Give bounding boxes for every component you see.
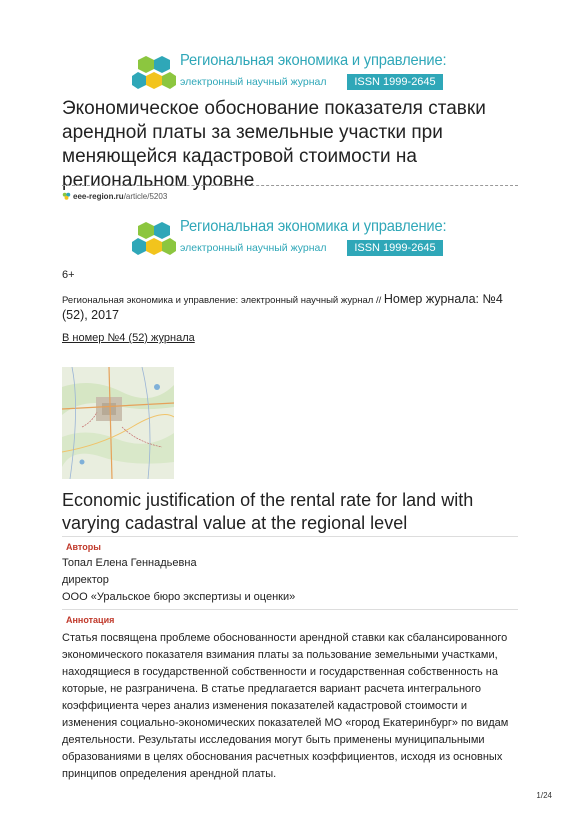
divider bbox=[62, 185, 518, 186]
banner-subtitle: электронный научный журнал bbox=[180, 76, 327, 88]
page-number: 1/24 bbox=[536, 791, 552, 800]
journal-banner-2 bbox=[132, 218, 452, 260]
site-favicon-icon bbox=[62, 192, 71, 200]
abstract-heading: Аннотация bbox=[66, 615, 115, 625]
source-link[interactable] bbox=[62, 192, 167, 201]
journal-name: Региональная экономика и управление: электронный научный журнал // bbox=[62, 295, 382, 306]
article-title: Экономическое обоснование показателя ставки арендной платы за земельные участки при меняющейся кадастровой стоимости на региональном уровне bbox=[62, 98, 486, 191]
authors-divider bbox=[62, 536, 518, 537]
banner-title: Региональная экономика и управление: bbox=[180, 52, 447, 69]
issue-rest: (52), 2017 bbox=[62, 308, 119, 322]
map-thumbnail bbox=[62, 367, 174, 479]
issue-link[interactable]: В номер №4 (52) журнала bbox=[62, 332, 195, 344]
journal-banner bbox=[132, 52, 452, 94]
banner-issn: ISSN 1999-2645 bbox=[347, 74, 443, 90]
author-position: директор bbox=[62, 574, 109, 586]
authors-heading: Авторы bbox=[66, 542, 101, 552]
journal-logo-icon bbox=[132, 220, 176, 260]
banner-subtitle: электронный научный журнал bbox=[180, 242, 327, 254]
english-title: Economic justification of the rental rate for land with varying cadastral value at the regional level bbox=[62, 490, 474, 533]
age-rating: 6+ bbox=[62, 269, 75, 281]
issue-label: Номер журнала: №4 bbox=[383, 292, 503, 306]
banner-title: Региональная экономика и управление: bbox=[180, 218, 447, 235]
abstract-text: Статья посвящена проблеме обоснованности арендной ставки как сбалансированного экономического показателя взимания платы за пользование земельными участками, находящиеся в государственной собственности и государственная собственность на которые, не разграничена. В статье предлагается вариант расчета интегрального коэффициента через анализ изменения показателей кадастровой стоимости и изменения социально-экономических показателей МО «город Екатеринбург» по видам деятельности. Результаты исследования могут быть применены муниципальными образованиями в целях обоснования расчетных коэффициентов, исходя из основных принципов определения арендной платы. bbox=[62, 632, 509, 780]
abstract-divider bbox=[62, 609, 518, 610]
author-name: Топал Елена Геннадьевна bbox=[62, 557, 197, 569]
author-organization: ООО «Уральское бюро экспертизы и оценки» bbox=[62, 591, 296, 603]
source-path: /article/5203 bbox=[123, 192, 168, 201]
journal-logo-icon bbox=[132, 54, 176, 94]
banner-issn: ISSN 1999-2645 bbox=[347, 240, 443, 256]
source-domain: eee-region.ru bbox=[73, 192, 124, 201]
journal-info bbox=[62, 292, 522, 324]
